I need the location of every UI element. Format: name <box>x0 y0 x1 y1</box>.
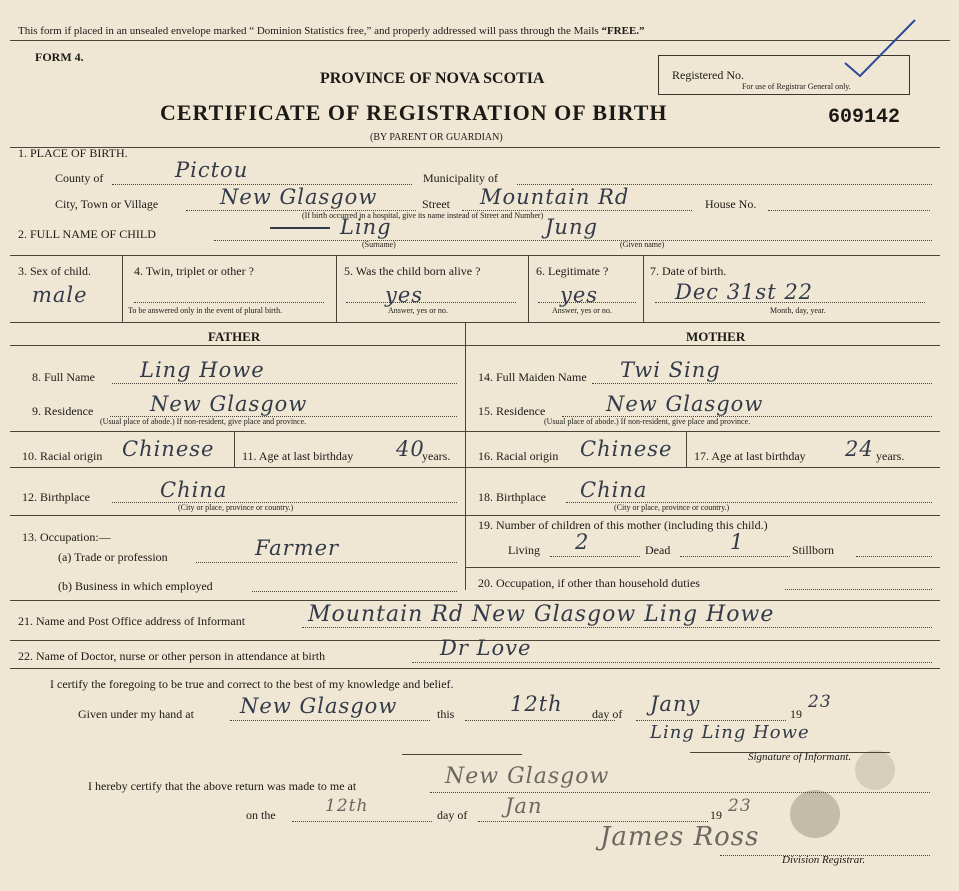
living-value: 2 <box>575 530 590 554</box>
mother-name-label: 14. Full Maiden Name <box>478 370 587 384</box>
father-res-note: (Usual place of abode.) If non-resident, give place and province. <box>100 417 307 426</box>
alive-line <box>346 302 516 303</box>
alive-value: yes <box>385 283 424 307</box>
doctor-value: Dr Love <box>440 636 532 660</box>
stain-mark <box>790 790 840 838</box>
frame-bottom <box>10 668 940 669</box>
struck-word <box>270 227 330 229</box>
place-heading: 1. PLACE OF BIRTH. <box>18 146 128 160</box>
father-years: years. <box>422 449 451 463</box>
reg-day: 12th <box>325 796 369 816</box>
signature-label: Signature of Informant. <box>748 751 852 763</box>
child-name-line <box>214 240 932 241</box>
county-value: Pictou <box>175 158 249 182</box>
hospital-note: (If birth occurred in a hospital, give its name instead of Street and Number) <box>302 211 544 220</box>
alive-label: 5. Was the child born alive ? <box>344 264 481 278</box>
form-number: FORM 4. <box>35 50 84 64</box>
row3-div2 <box>336 255 337 322</box>
reg-year: 23 <box>728 796 752 816</box>
mother-bp-label: 18. Birthplace <box>478 490 546 504</box>
reg-day-of: day of <box>437 808 468 822</box>
row3-div3 <box>528 255 529 322</box>
check-mark <box>840 18 920 78</box>
street-value: Mountain Rd <box>480 185 630 209</box>
date-note: Month, day, year. <box>770 306 826 315</box>
father-race-label: 10. Racial origin <box>22 449 103 463</box>
dead-value: 1 <box>730 530 745 554</box>
center-rule <box>402 754 522 755</box>
father-row-rule2 <box>10 467 465 468</box>
informant-label: 21. Name and Post Office address of Informant <box>18 614 246 628</box>
father-trade: Farmer <box>255 536 340 560</box>
child-surname: Ling <box>340 215 392 239</box>
parents-divider <box>465 322 466 590</box>
father-row-rule3 <box>10 515 465 516</box>
mother-name-line <box>592 383 932 384</box>
house-label: House No. <box>705 197 757 211</box>
mother-heading: MOTHER <box>686 329 746 344</box>
mother-res-note: (Usual place of abode.) If non-resident, give place and province. <box>544 417 751 426</box>
mother-bp-note: (City or place, province or country.) <box>614 503 730 512</box>
serial-number: 609142 <box>828 106 901 129</box>
reg-place-line <box>430 792 930 793</box>
child-given: Jung <box>545 215 598 239</box>
mother-age: 24 <box>845 437 874 461</box>
registrar-note: For use of Registrar General only. <box>742 82 851 91</box>
twin-note: To be answered only in the event of plural birth. <box>128 306 283 315</box>
given-note: (Given name) <box>620 240 665 249</box>
living-line <box>550 556 640 557</box>
given-place-line <box>230 720 430 721</box>
given-label: Given under my hand at <box>78 707 194 721</box>
dead-label: Dead <box>645 543 671 557</box>
on-the-label: on the <box>246 808 276 822</box>
month-line <box>636 720 786 721</box>
registrar-label: Division Registrar. <box>782 854 866 866</box>
father-name-line <box>112 383 457 384</box>
row3-div1 <box>122 255 123 322</box>
registrar-signature: James Ross <box>600 822 760 852</box>
house-line <box>768 210 930 211</box>
father-birthplace: China <box>160 478 228 502</box>
father-name-label: 8. Full Name <box>32 370 95 384</box>
cert-month: Jany <box>650 692 701 716</box>
top-rule <box>10 40 950 41</box>
mother-residence: New Glasgow <box>606 392 764 416</box>
child-name-label: 2. FULL NAME OF CHILD <box>18 227 156 241</box>
father-bp-label: 12. Birthplace <box>22 490 90 504</box>
father-business-line <box>252 591 457 592</box>
twin-label: 4. Twin, triplet or other ? <box>134 264 254 278</box>
mother-name: Twi Sing <box>620 358 721 382</box>
mother-row-rule3 <box>465 515 940 516</box>
registered-label: Registered No. <box>672 68 744 82</box>
registrar-statement: I hereby certify that the above return was made to me at <box>88 779 357 793</box>
legit-label: 6. Legitimate ? <box>536 264 609 278</box>
year-prefix: 19 <box>790 707 802 721</box>
mother-race: Chinese <box>580 437 673 461</box>
father-age: 40 <box>396 437 425 461</box>
mother-years: years. <box>876 449 905 463</box>
sex-label: 3. Sex of child. <box>18 264 91 278</box>
legit-value: yes <box>560 283 599 307</box>
father-race: Chinese <box>122 437 215 461</box>
mother-row-rule2 <box>465 467 940 468</box>
mother-age-div <box>686 431 687 467</box>
street-label: Street <box>422 197 450 211</box>
legit-note: Answer, yes or no. <box>552 306 612 315</box>
legit-line <box>538 302 636 303</box>
father-trade-label: (a) Trade or profession <box>58 550 168 564</box>
cert-day: 12th <box>510 692 563 716</box>
province-heading: PROVINCE OF NOVA SCOTIA <box>320 70 545 87</box>
mail-note: This form if placed in an unsealed envelope marked “ Dominion Statistics free,” and properly addressed will pass through the Mails “FREE.” <box>18 25 645 37</box>
row3-top <box>10 255 940 256</box>
father-row-rule <box>10 431 465 432</box>
doctor-label: 22. Name of Doctor, nurse or other person in attendance at birth <box>18 649 326 663</box>
father-trade-line <box>196 562 457 563</box>
mother-row-rule <box>465 431 940 432</box>
form-title: CERTIFICATE OF REGISTRATION OF BIRTH <box>160 100 668 125</box>
city-value: New Glasgow <box>220 185 378 209</box>
surname-note: (Surname) <box>362 240 396 249</box>
reg-place: New Glasgow <box>445 764 610 789</box>
living-label: Living <box>508 543 540 557</box>
mother-age-label: 17. Age at last birthday <box>694 449 806 463</box>
mother-children-label: 19. Number of children of this mother (including this child.) <box>478 518 768 532</box>
mother-birthplace: China <box>580 478 648 502</box>
father-age-label: 11. Age at last birthday <box>242 449 354 463</box>
informant-line <box>302 627 932 628</box>
mother-occ-line <box>785 589 932 590</box>
parents-header-rule <box>10 345 940 346</box>
father-res-label: 9. Residence <box>32 404 94 418</box>
reg-day-line <box>292 821 432 822</box>
father-heading: FATHER <box>208 329 261 344</box>
doctor-line <box>412 662 932 663</box>
mother-row-rule4 <box>465 567 940 568</box>
row3-div4 <box>643 255 644 322</box>
given-place: New Glasgow <box>240 694 398 718</box>
father-age-div <box>234 431 235 467</box>
date-line <box>655 302 925 303</box>
father-residence: New Glasgow <box>150 392 308 416</box>
cert-statement: I certify the foregoing to be true and correct to the best of my knowledge and belief. <box>50 677 454 691</box>
reg-year-prefix: 19 <box>710 808 722 822</box>
section-rule-21 <box>10 600 940 601</box>
city-label: City, Town or Village <box>55 197 159 211</box>
mother-occ-label: 20. Occupation, if other than household duties <box>478 576 700 590</box>
mother-race-label: 16. Racial origin <box>478 449 559 463</box>
father-bp-note: (City or place, province or country.) <box>178 503 294 512</box>
father-occ-label: 13. Occupation:— <box>22 530 111 544</box>
municipality-label: Municipality of <box>423 171 498 185</box>
frame-top <box>10 147 940 148</box>
date-value: Dec 31st 22 <box>675 280 814 304</box>
stillborn-line <box>856 556 932 557</box>
stain-mark <box>855 750 895 790</box>
informant-signature: Ling Ling Howe <box>650 722 810 743</box>
twin-line <box>134 302 324 303</box>
father-business-label: (b) Business in which employed <box>58 579 213 593</box>
alive-note: Answer, yes or no. <box>388 306 448 315</box>
cert-year: 23 <box>808 692 832 712</box>
stillborn-label: Stillborn <box>792 543 835 557</box>
form-subtitle: (BY PARENT OR GUARDIAN) <box>370 132 503 143</box>
dead-line <box>680 556 790 557</box>
county-label: County of <box>55 171 104 185</box>
row3-bottom <box>10 322 940 323</box>
day-of-label: day of <box>592 707 623 721</box>
mother-res-label: 15. Residence <box>478 404 546 418</box>
father-name: Ling Howe <box>140 358 265 382</box>
reg-month: Jan <box>505 794 543 818</box>
date-label: 7. Date of birth. <box>650 264 727 278</box>
informant-value: Mountain Rd New Glasgow Ling Howe <box>308 602 775 627</box>
this-label: this <box>437 707 455 721</box>
sex-value: male <box>32 283 88 307</box>
